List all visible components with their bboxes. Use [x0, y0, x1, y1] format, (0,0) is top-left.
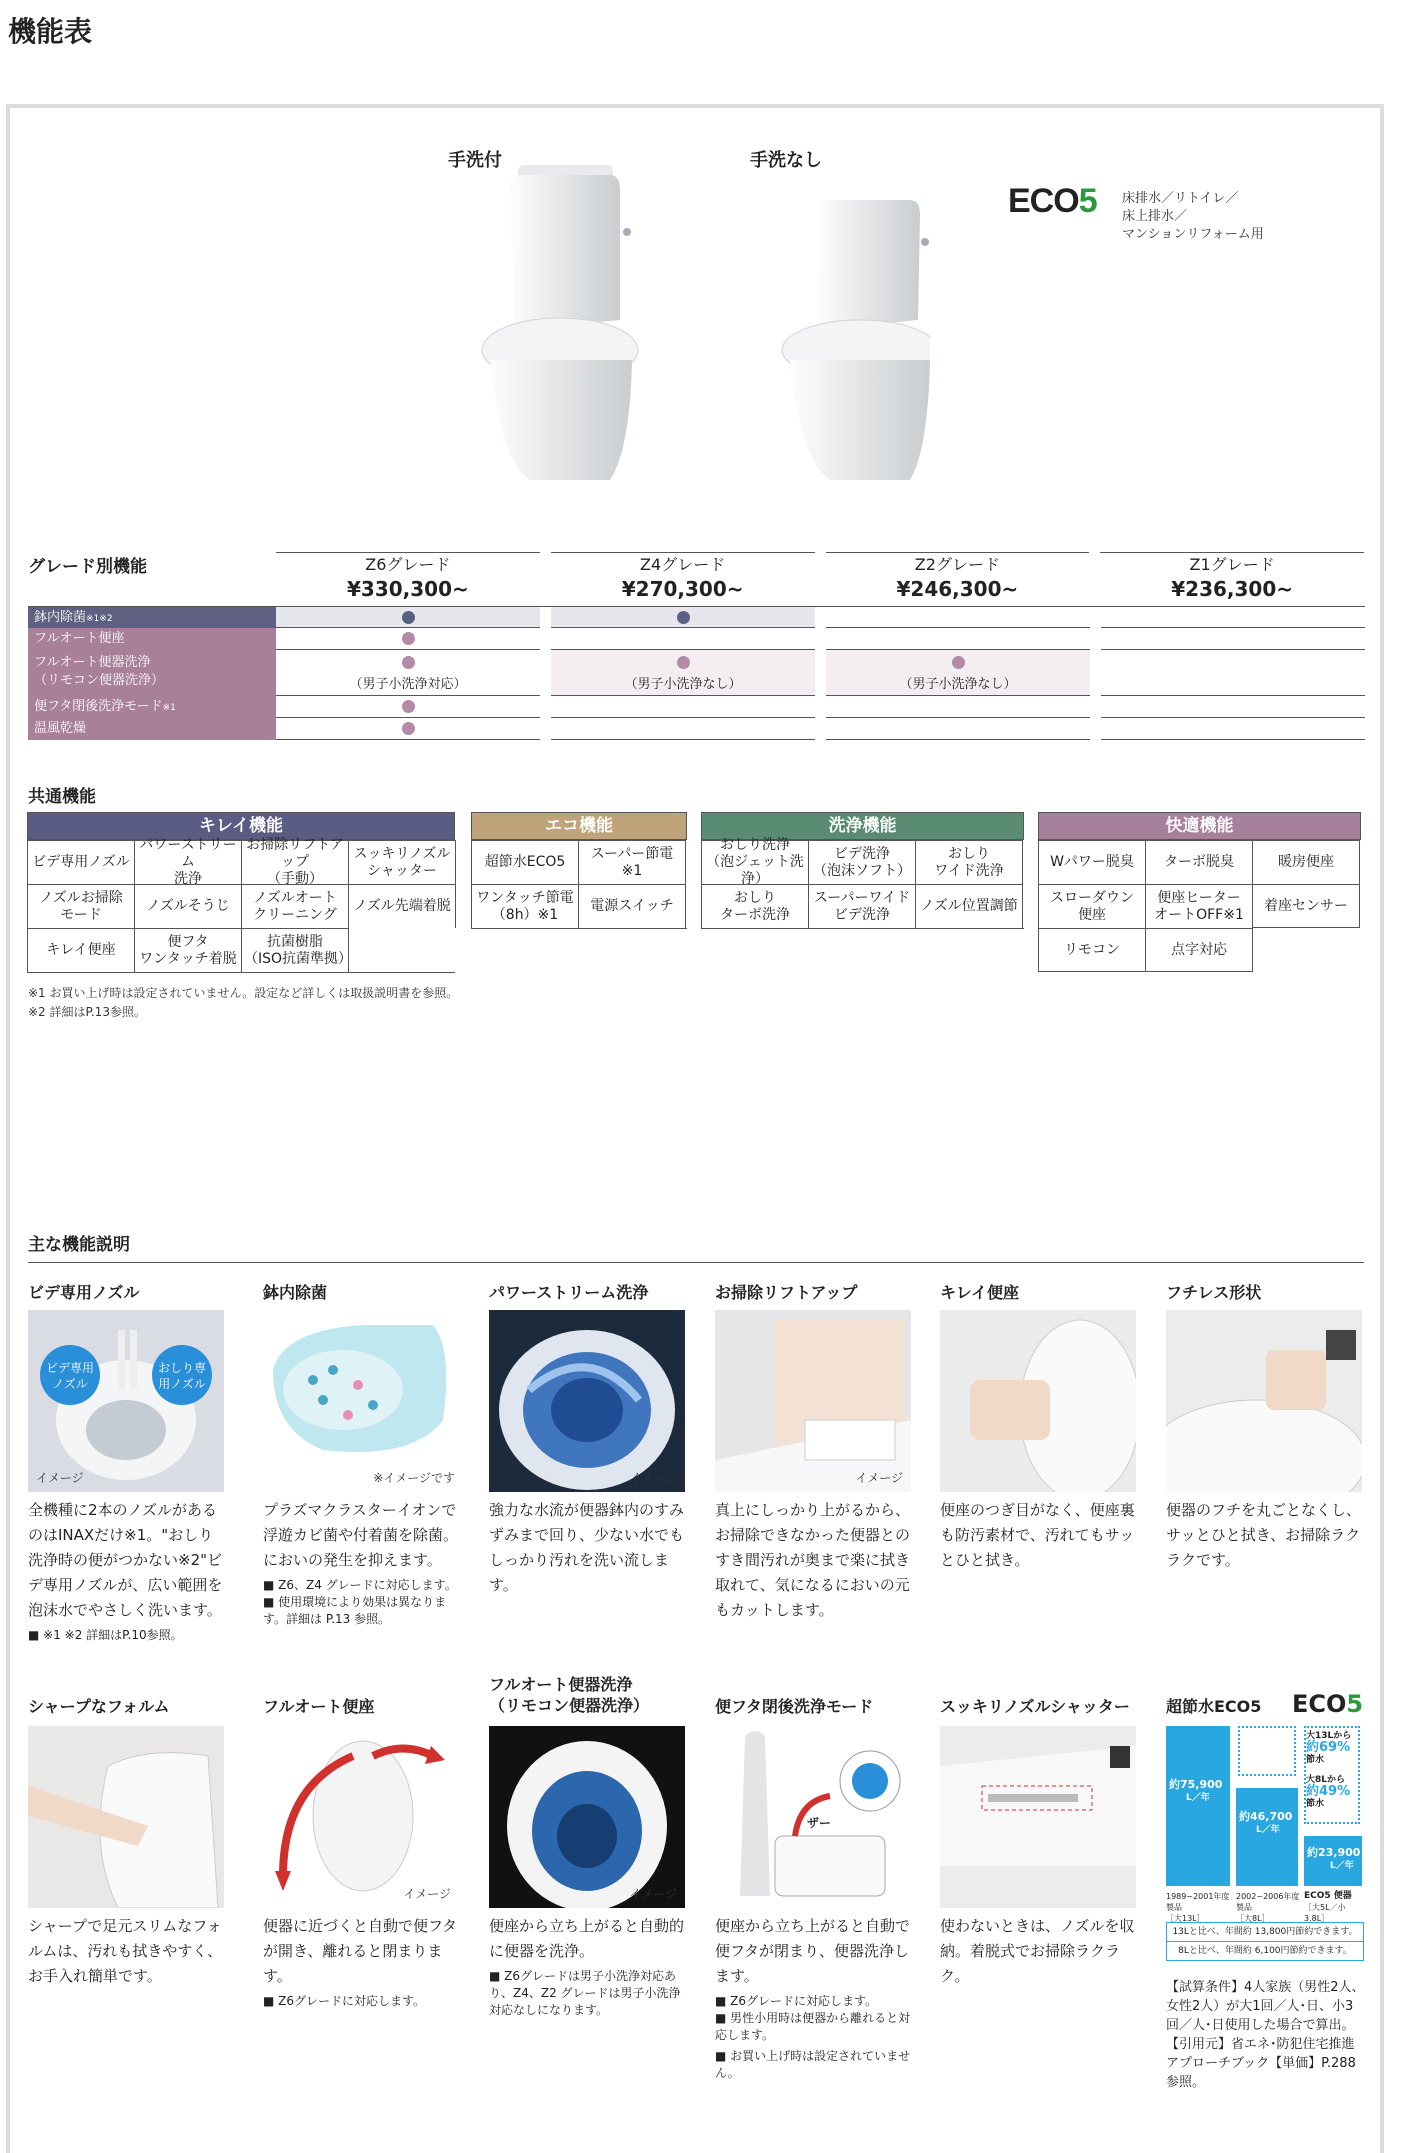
clean-seat-image [940, 1310, 1136, 1492]
z4-flush-note: （男子小洗浄なし） [624, 677, 742, 692]
grade-row [28, 718, 1365, 740]
bidet-nozzle-bubble: ビデ専用ノズル [45, 1361, 94, 1391]
with-basin-label: 手洗付 [448, 150, 502, 171]
toilet-no-basin-image [760, 190, 930, 490]
feature-cell: ノズル先端着脱 [349, 884, 456, 928]
feature-desc: 便座から立ち上がると自動的に便器を洗浄。 ■ Z6グレードは男子小洗浄対応あり、Z4、Z2 グレードは男子小洗浄対応なしになります。 [489, 1917, 685, 2017]
grade-row [28, 696, 1365, 718]
feature-cell: おしり ターボ洗浄 [702, 884, 809, 928]
lift-up-image: イメージ [715, 1310, 911, 1492]
feature-title: フルオート便座 [263, 1697, 375, 1716]
feature-title: ビデ専用ノズル [28, 1283, 140, 1302]
rimless-image [1166, 1310, 1362, 1492]
feature-cell: ビデ洗浄 （泡沫ソフト） [809, 840, 916, 884]
feature-cell: キレイ便座 [28, 928, 135, 972]
feature-desc: 便座から立ち上がると自動で便フタが閉まり、便器洗浄します。 ■ Z6グレードに対応します。 ■ 男性小用時は便器から離れると対応します。 ■ お買い上げ時は設定されていません。 [715, 1917, 911, 2080]
feature-desc: 便器のフチを丸ごとなくし、サッとひと拭き、お掃除ラクラクです。 [1166, 1501, 1362, 1569]
row-label: 鉢内除菌※1※2 [28, 607, 276, 628]
power-stream-image: イメージ [489, 1310, 685, 1492]
bar-8l: 約46,700 L／年 [1236, 1788, 1298, 1886]
grade-col-z6: Z6グレード ¥330,300~ [276, 552, 540, 601]
feature-cell: ノズル位置調節 [916, 884, 1023, 928]
feature-cell: スッキリノズル シャッター [349, 840, 456, 884]
feature-title: 便フタ閉後洗浄モード [715, 1697, 874, 1716]
bar-8l-saving-frame [1238, 1726, 1296, 1776]
main-section-title: 主な機能説明 [28, 1235, 130, 1255]
saving-compare-box: 13Lと比べ、年間約 13,800円節約できます。 8Lと比べ、年間約 6,100円節約できます。 [1166, 1922, 1364, 1961]
grade-row [28, 650, 1365, 696]
auto-seat-image: イメージ [263, 1726, 459, 1908]
feature-desc: 強力な水流が便器鉢内のすみずみまで回り、少ない水でもしっかり汚れを洗い流します。 [489, 1501, 685, 1594]
common-section-title: 共通機能 [28, 787, 96, 807]
kirei-box [27, 812, 455, 972]
feature-cell: リモコン [1039, 928, 1146, 972]
eco5-title: 超節水ECO5 [1166, 1697, 1262, 1716]
nozzle-shutter-image [940, 1726, 1136, 1908]
grade-header [276, 552, 1364, 601]
eco5-logo: ECO5 [1008, 182, 1097, 220]
feature-cell: 超節水ECO5 [472, 840, 579, 884]
eco5-small-logo: ECO5 [1292, 1690, 1364, 1718]
feature-cell: おしり ワイド洗浄 [916, 840, 1023, 884]
feature-cell: 便フタ ワンタッチ着脱 [135, 928, 242, 972]
feature-desc: 使わないときは、ノズルを収納。着脱式でお掃除ラクラク。 [940, 1917, 1135, 1985]
feature-cell: 電源スイッチ [579, 884, 686, 928]
comfort-grid [1038, 840, 1361, 972]
oshiri-nozzle-bubble: おしり専用ノズル [157, 1361, 206, 1391]
feature-cell: ビデ専用ノズル [28, 840, 135, 884]
feature-title: シャープなフォルム [28, 1697, 170, 1716]
available-dot [402, 700, 415, 713]
feature-cell: スーパーワイド ビデ洗浄 [809, 884, 916, 928]
feature-cell: 便座ヒーター オートOFF※1 [1146, 884, 1253, 928]
wash-grid [701, 837, 1024, 929]
row-label: 便フタ閉後洗浄モード※1 [28, 696, 276, 718]
feature-cell: パワーストリーム 洗浄 [135, 840, 242, 884]
available-dot [677, 611, 690, 624]
feature-cell: ノズルお掃除 モード [28, 884, 135, 928]
flush-sound-label: ザー [807, 1816, 832, 1830]
grade-col-z2: Z2グレード ¥246,300~ [826, 552, 1090, 601]
grade-col-z4: Z4グレード ¥270,300~ [551, 552, 815, 601]
kirei-grid [27, 837, 455, 973]
saving-49: 大8Lから 約49% 節水 [1306, 1775, 1351, 1809]
z2-flush-note: （男子小洗浄なし） [899, 677, 1017, 692]
bar-13l: 約75,900 L／年 [1166, 1726, 1230, 1886]
feature-cell: ノズルオート クリーニング [242, 884, 349, 928]
eco5-calc-note: 【試算条件】4人家族（男性2人、女性2人）が大1回／人･日、小3回／人･日使用した場合で算出。【引用元】省エネ･防犯住宅推進アプローチブック【単価】P.288参照。 [1166, 1980, 1365, 2090]
kirei-head: キレイ機能 [27, 812, 455, 840]
feature-desc: 便座のつぎ目がなく、便座裏も防汚素材で、汚れてもサッとひと拭き。 [940, 1501, 1135, 1569]
available-dot [402, 722, 415, 735]
main-title-rule [28, 1262, 1364, 1263]
bidet-nozzle-image: ビデ専用ノズル おしり専用ノズル イメージ [28, 1310, 224, 1492]
feature-cell: スローダウン 便座 [1039, 884, 1146, 928]
bowl-sterilize-image: ※イメージです [263, 1310, 459, 1492]
feature-cell: 点字対応 [1146, 928, 1253, 972]
toilet-with-basin-image [460, 160, 640, 490]
feature-cell: お掃除リフトアップ （手動） [242, 840, 349, 884]
feature-cell: 暖房便座 [1253, 840, 1360, 884]
feature-title: お掃除リフトアップ [715, 1283, 858, 1302]
row-label: フルオート便座 [28, 628, 276, 650]
feature-cell: スーパー節電※1 [579, 840, 686, 884]
grade-section-title: グレード別機能 [28, 557, 147, 577]
comfort-box [1038, 812, 1361, 972]
bar-label: ECO5 便器 ［大5L／小3.8L］ [1304, 1891, 1352, 1923]
feature-title: フルオート便器洗浄 （リモコン便器洗浄） [489, 1675, 650, 1715]
feature-cell: ワンタッチ節電 （8h）※1 [472, 884, 579, 928]
grade-row [28, 628, 1365, 650]
feature-desc: 便器に近づくと自動で便フタが開き、離れると閉まります。 ■ Z6グレードに対応します。 [263, 1917, 457, 2008]
saving-69: 大13Lから 約69% 節水 [1306, 1731, 1352, 1765]
feature-cell: 着座センサー [1253, 884, 1360, 928]
auto-flush-image: イメージ [489, 1726, 685, 1908]
feature-cell: ノズルそうじ [135, 884, 242, 928]
feature-cell: おしり洗浄 （泡ジェット洗浄） [702, 840, 809, 884]
eco-grid [471, 840, 687, 929]
feature-desc: プラズマクラスターイオンで浮遊カビ菌や付着菌を除菌。においの発生を抑えます。 ■ Z6、Z4 グレードに対応します。 ■ 使用環境により効果は異なります。詳細は P.13 参照。 [263, 1501, 459, 1626]
feature-title: キレイ便座 [940, 1283, 1020, 1302]
bar-label: 2002~2006年度製品 ［大8L］ [1236, 1892, 1300, 1923]
comfort-head: 快適機能 [1038, 812, 1361, 840]
available-dot [402, 656, 415, 669]
z6-flush-note: （男子小洗浄対応） [349, 677, 467, 692]
grade-col-z1: Z1グレード ¥236,300~ [1100, 552, 1364, 601]
row-label: フルオート便器洗浄 （リモコン便器洗浄） [28, 650, 276, 696]
feature-title: 鉢内除菌 [263, 1283, 328, 1302]
footnotes: ※1 お買い上げ時は設定されていません。設定など詳しくは取扱説明書を参照。 ※2 詳細はP.13参照。 [28, 986, 459, 1019]
feature-desc: 真上にしっかり上がるから、お掃除できなかった便器とのすき間汚れが奥まで楽に拭き取れて、気になるにおいの元もカットします。 [715, 1501, 911, 1619]
available-dot [952, 656, 965, 669]
feature-title: パワーストリーム洗浄 [489, 1283, 649, 1302]
eco5-chart [1166, 1726, 1362, 1923]
bar-eco5: 約23,900 L／年 [1304, 1836, 1362, 1886]
lid-close-flush-image [715, 1726, 911, 1908]
feature-desc: 全機種に2本のノズルがあるのはINAXだけ※1。"おしり洗浄時の便がつかない※2"ビデ専用ノズルが、広い範囲を泡沫水でやさしく洗います。 ■ ※1 ※2 詳細はP.10参照。 [28, 1501, 223, 1642]
row-label: 温風乾燥 [28, 718, 276, 740]
bar-label: 1989~2001年度製品 ［大13L］ [1166, 1892, 1230, 1923]
eco-box [471, 812, 687, 928]
feature-cell: Wパワー脱臭 [1039, 840, 1146, 884]
page-title: 機能表 [8, 15, 93, 48]
available-dot [402, 611, 415, 624]
feature-cell: 抗菌樹脂 （ISO抗菌準拠） [242, 928, 349, 972]
grade-rows [28, 606, 1365, 740]
feature-cell: ターボ脱臭 [1146, 840, 1253, 884]
feature-title: スッキリノズルシャッター [940, 1697, 1130, 1716]
grade-row [28, 606, 1365, 628]
sharp-form-image [28, 1726, 224, 1908]
feature-title: フチレス形状 [1166, 1283, 1262, 1302]
feature-desc: シャープで足元スリムなフォルムは、汚れも拭きやすく、お手入れ簡単です。 [28, 1917, 223, 1985]
eco-head: エコ機能 [471, 812, 687, 840]
wash-head: 洗浄機能 [701, 812, 1024, 840]
available-dot [402, 632, 415, 645]
eco5-note: 床排水／リトイレ／ 床上排水／ マンションリフォーム用 [1122, 191, 1264, 242]
available-dot [677, 656, 690, 669]
no-basin-label: 手洗なし [750, 150, 822, 171]
wash-box [701, 812, 1024, 928]
